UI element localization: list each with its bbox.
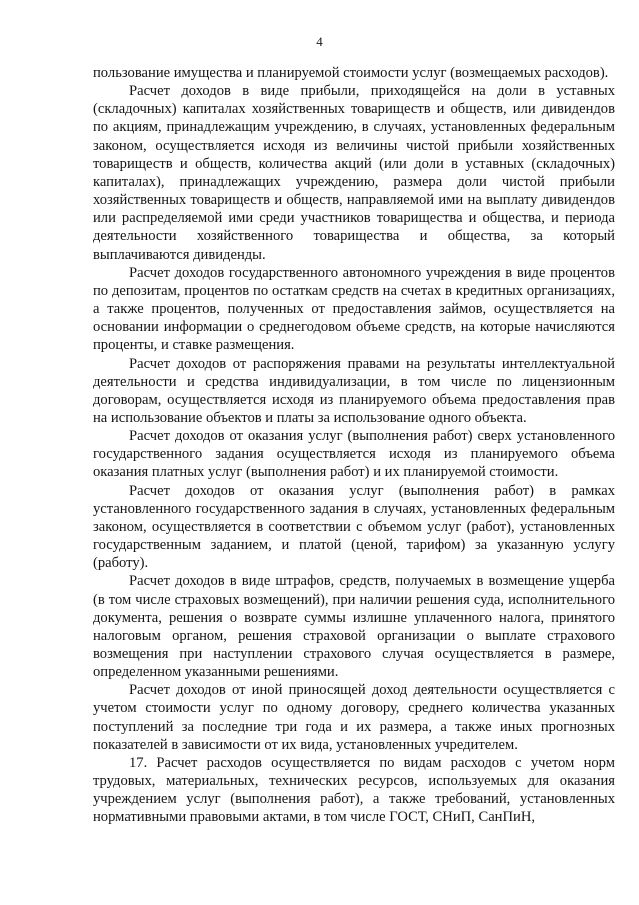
paragraph-fines-compensation: Расчет доходов в виде штрафов, средств, получаемых в возмещение ущерба (в том числе страховых возмещений), при наличии решения суда, исполнительного документа, решения о возврате суммы излишне уплаченного налога, принятого налоговым органом, решения страховой организации о выплате страхового возмещения при наступлении страхового случая осуществляется в размере, определенном указанными решениями. bbox=[93, 573, 615, 681]
paragraph-continuation: пользование имущества и планируемой стоимости услуг (возмещаемых расходов). bbox=[93, 65, 609, 81]
paragraph-interest-income: Расчет доходов государственного автономного учреждения в виде процентов по депозитам, процентов по остаткам средств на счетах в кредитных организациях, а также процентов, полученных от предоставления займов, осуществляется на основании информации о среднегодовом объеме средств, на которые начисляются проценты, и ставке размещения. bbox=[93, 264, 615, 354]
paragraph-services-within-assignment: Расчет доходов от оказания услуг (выполнения работ) в рамках установленного государственного задания в случаях, установленных федеральным законом, осуществляется в соответствии с объемом услуг (работ), установленных государственным заданием, и платой (ценой, тарифом) за указанную услугу (работу). bbox=[93, 482, 615, 572]
paragraph-other-income: Расчет доходов от иной приносящей доход деятельности осуществляется с учетом стоимости услуг по одному договору, среднего количества указанных поступлений за последние три года и их размера, а также иных прогнозных показателей в зависимости от их вида, установленных учредителем. bbox=[93, 682, 615, 753]
page-number: 4 bbox=[316, 34, 323, 49]
paragraph-section-17: 17. Расчет расходов осуществляется по видам расходов с учетом норм трудовых, материальных, технических ресурсов, используемых для оказания учреждением услуг (выполнения работ), а также требований, установленных нормативными правовыми актами, в том числе ГОСТ, СНиП, СанПиН, bbox=[93, 754, 615, 826]
paragraph-intellectual-property: Расчет доходов от распоряжения правами на результаты интеллектуальной деятельности и средства индивидуализации, в том числе по лицензионным договорам, осуществляется исходя из планируемого объема предоставления прав на использование объектов и платы за использование одного объекта. bbox=[93, 355, 615, 426]
paragraph-services-above-assignment: Расчет доходов от оказания услуг (выполнения работ) сверх установленного государственного задания осуществляется исходя из планируемого объема оказания платных услуг (выполнения работ) и их планируемой стоимости. bbox=[93, 428, 615, 481]
paragraph-dividends: Расчет доходов в виде прибыли, приходящейся на доли в уставных (складочных) капиталах хозяйственных товариществ и обществ, или дивидендов по акциям, принадлежащим учреждению, в случаях, установленных федеральным законом, осуществляется исходя из величины чистой прибыли хозяйственных товариществ и обществ, количества акций (или доли в уставных (складочных) капиталах), принадлежащих учреждению, размера доли чистой прибыли хозяйственных товариществ и обществ, направляемой ими на выплату дивидендов или распределяемой ими среди участников товарищества и общества, и периода деятельности хозяйственного товарищества и общества, за который выплачиваются дивиденды. bbox=[93, 83, 615, 263]
document-body bbox=[93, 64, 615, 827]
